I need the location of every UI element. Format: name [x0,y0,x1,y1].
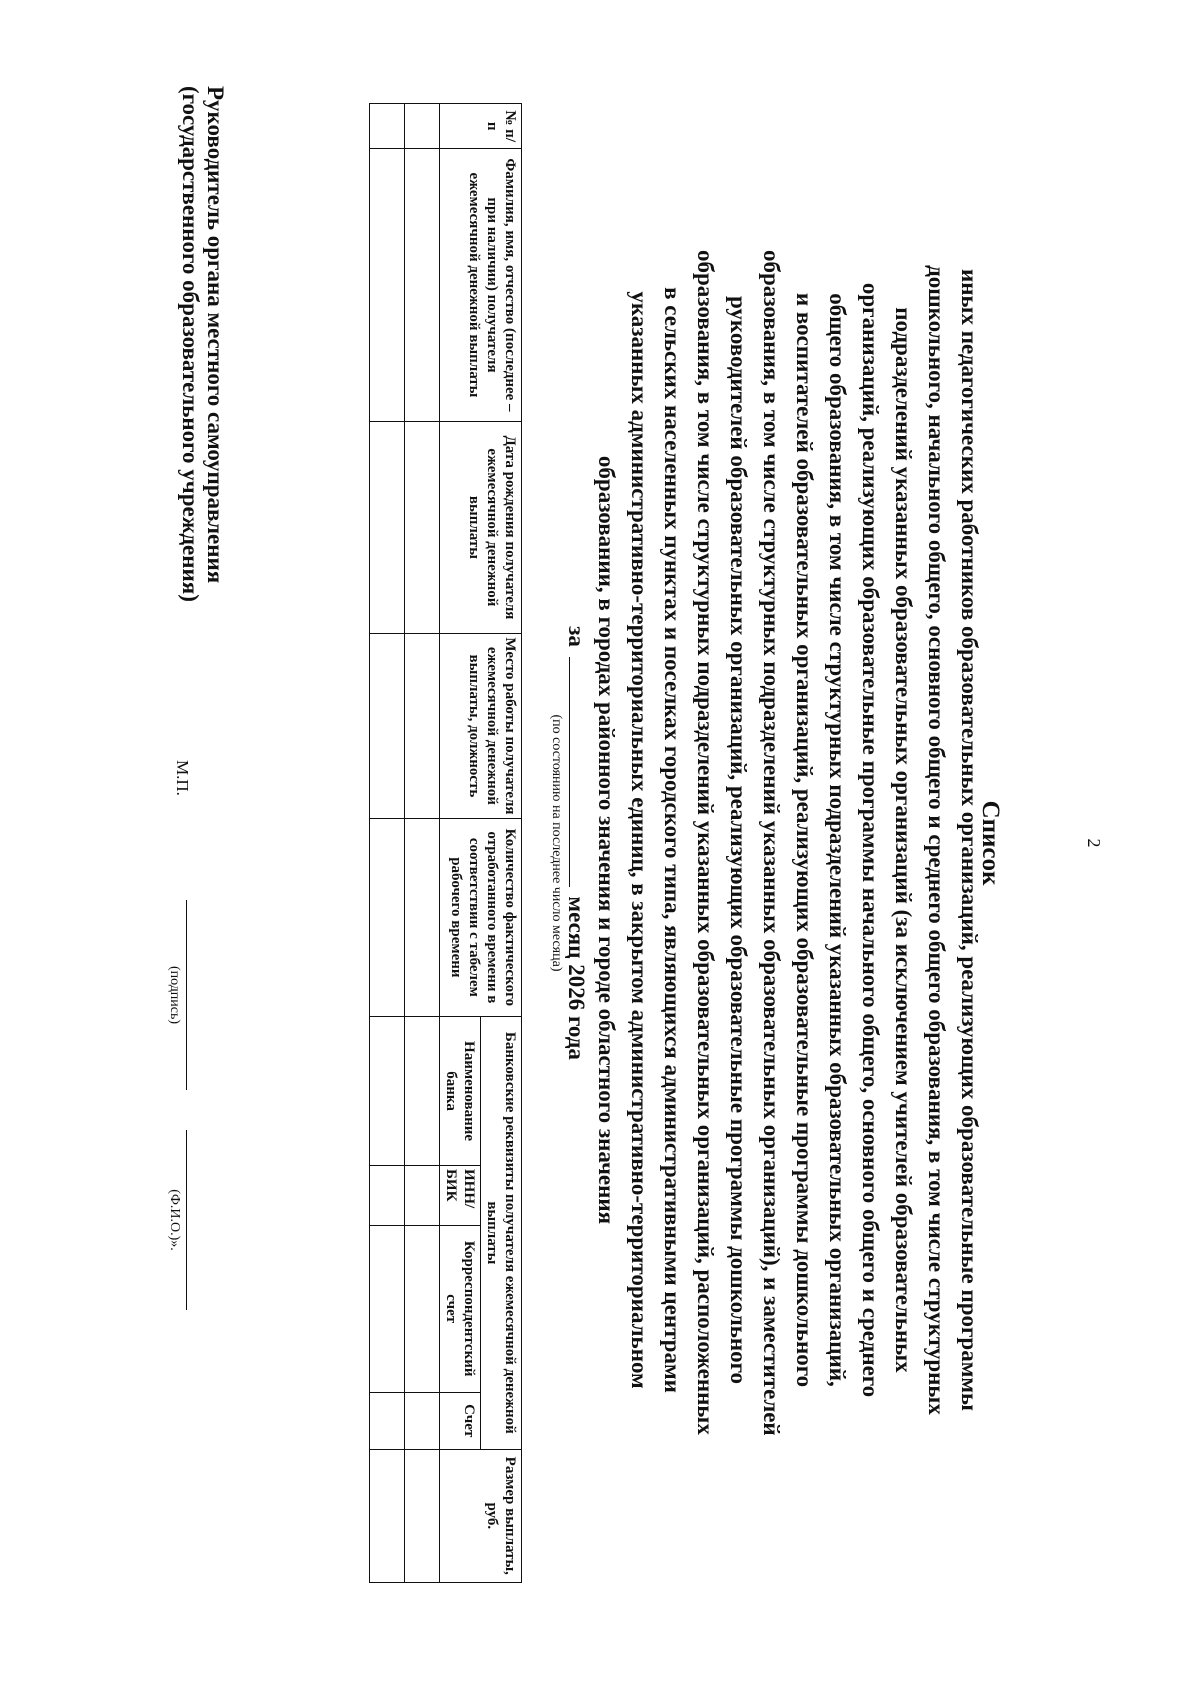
table-cell[interactable] [405,104,440,149]
table-cell[interactable] [405,1165,440,1225]
table-cell[interactable] [370,1165,405,1225]
table-cell[interactable] [405,634,440,818]
col-header-name: Фамилия, имя, отчество (последнее – при наличии) получателя ежемесячной денежной выплаты [440,149,522,421]
period-prefix: за [564,626,589,647]
col-header-inn-bik: ИНН/ БИК [440,1165,481,1225]
heading-line: образования, в том числе структурных подразделений указанных образовательных организаций), и заместителей [759,250,784,1436]
heading-line: образовании, в городах районного значения и городе областного значения [594,455,619,1225]
table-cell[interactable] [405,1449,440,1582]
stamp-place-label: М.П. [173,760,192,796]
signature-caption: (подпись) [167,965,182,1025]
period-suffix: месяц 2026 года [564,896,589,1060]
table-body [370,104,440,1583]
table-cell[interactable] [370,1449,405,1582]
fio-field[interactable] [166,1130,187,1310]
table-cell[interactable] [405,421,440,634]
col-header-bank-details: Банковские реквизиты получателя ежемесячной денежной выплаты [481,1017,522,1450]
table-cell[interactable] [370,1017,405,1166]
table-cell[interactable] [370,634,405,818]
heading-line: организаций, реализующих образовательные программы начального общего, основного общего и среднего [858,282,883,1398]
heading-line: подразделений указанных образовательных организаций (за исключением учителей образовательных [891,307,916,1373]
table-cell[interactable] [370,149,405,421]
table-cell[interactable] [405,149,440,421]
table-cell[interactable] [370,818,405,1017]
table-cell[interactable] [405,1017,440,1166]
table-row [370,104,405,1583]
heading-line: образования, в том числе структурных подразделений указанных образовательных организаций, расположенных [693,250,718,1435]
as-of-note: (по состоянию на последнее число месяца) [549,714,564,972]
document-title: Список [977,800,1004,886]
col-header-birthdate: Дата рождения получателя ежемесячной денежной выплаты [440,421,522,634]
heading-line: дошкольного, начального общего, основного общего и среднего общего образования, в том числе структурных [924,265,949,1415]
heading-line: в сельских населенных пунктах и поселках городского типа, являющихся административными центрами [660,287,685,1393]
col-header-account: Счет [440,1392,481,1449]
table-cell[interactable] [405,1225,440,1392]
table-row [405,104,440,1583]
table-cell[interactable] [405,818,440,1017]
heading-line: иных педагогических работников образовательных организаций, реализующих образовательные программы [957,268,982,1412]
heading-line: руководителей образовательных организаций, реализующих образовательные программы дошкольного [726,295,751,1385]
col-header-number: № п/п [440,104,522,149]
col-header-hours: Количество фактического отработанного времени в соответствии с табелем рабочего времени [440,818,522,1017]
fio-caption: (Ф.И.О.)». [167,1189,182,1251]
fio-line [182,1130,187,1310]
signature-line [182,900,187,1090]
recipients-table [369,103,522,1583]
heading-line: и воспитателей образовательных организаций, реализующих образовательные программы дошкольного [792,292,817,1388]
signatory-block [178,86,228,602]
table-cell[interactable] [405,1392,440,1449]
page-number: 2 [1084,838,1104,848]
table-cell[interactable] [370,104,405,149]
col-header-workplace: Место работы получателя ежемесячной денежной выплаты, должность [440,634,522,818]
period-line [563,0,592,1686]
table-cell[interactable] [370,1225,405,1392]
signatory-line-1: Руководитель органа местного самоуправления [203,86,228,584]
month-blank-field[interactable] [569,657,592,887]
col-header-amount: Размер выплаты, руб. [440,1449,522,1582]
table-cell[interactable] [370,1392,405,1449]
heading-line: общего образования, в том числе структурных подразделений указанных образовательных организаций, [825,293,850,1387]
signature-field[interactable] [166,900,187,1090]
signatory-line-2: (государственного образовательного учреждения) [178,86,203,602]
document-heading [590,250,986,1436]
col-header-corr-account: Корреспондентский счет [440,1225,481,1392]
col-header-bank-name: Наименование банка [440,1017,481,1166]
heading-line: указанных административно-территориальных единиц, в закрытом административно-территориальном [627,291,652,1389]
table-cell[interactable] [370,421,405,634]
